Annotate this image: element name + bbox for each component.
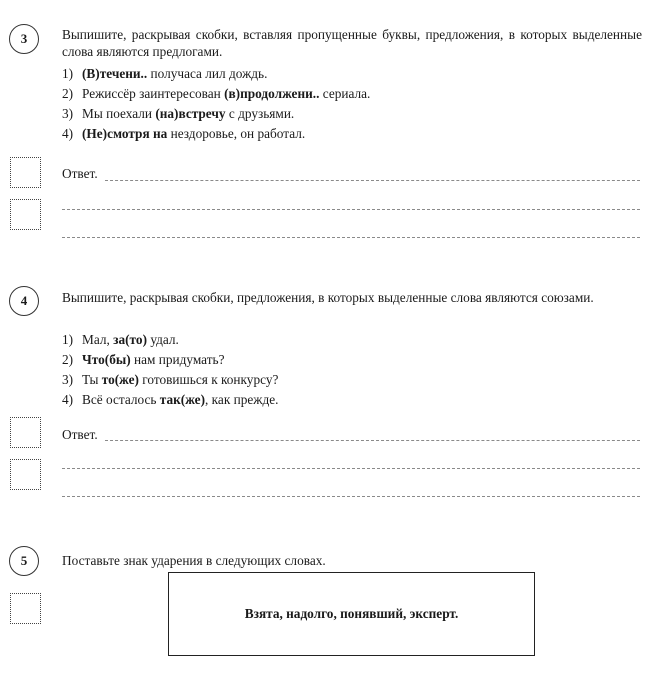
option-text: удал. xyxy=(147,332,179,347)
option-item xyxy=(62,84,370,104)
answer-line[interactable] xyxy=(62,237,640,238)
answer-line[interactable] xyxy=(105,180,640,181)
option-number: 3) xyxy=(62,106,74,121)
highlighted-word: то(же) xyxy=(101,372,139,387)
option-text: получаса лил дождь. xyxy=(147,66,268,81)
option-item xyxy=(62,104,370,124)
option-text: готовишься к конкурсу? xyxy=(138,372,279,387)
task-prompt: Выпишите, раскрывая скобки, предложения, в которых выделенные слова являются союзами. xyxy=(62,290,594,305)
option-item xyxy=(62,390,278,410)
score-box[interactable] xyxy=(10,157,41,188)
option-item xyxy=(62,64,370,84)
option-text: , как прежде. xyxy=(205,392,279,407)
score-box[interactable] xyxy=(10,593,41,624)
highlighted-word: Что(бы) xyxy=(82,352,131,367)
option-item xyxy=(62,124,370,144)
option-text: Всё осталось xyxy=(82,392,160,407)
task-options-list xyxy=(62,64,370,144)
option-item xyxy=(62,350,278,370)
answer-line[interactable] xyxy=(62,468,640,469)
task-number-badge: 3 xyxy=(9,24,39,54)
score-box[interactable] xyxy=(10,199,41,230)
answer-label: Ответ. xyxy=(62,166,98,181)
answer-line[interactable] xyxy=(62,209,640,210)
option-text: Мал, xyxy=(82,332,114,347)
highlighted-word: (в)продолжени.. xyxy=(224,86,320,101)
option-number: 1) xyxy=(62,332,74,347)
option-text: сериала. xyxy=(319,86,371,101)
answer-line[interactable] xyxy=(62,496,640,497)
option-number: 3) xyxy=(62,372,74,387)
option-text: нездоровье, он работал. xyxy=(167,126,306,141)
words-text: Взята, надолго, понявший, эксперт. xyxy=(244,606,459,621)
option-number: 4) xyxy=(62,126,74,141)
option-text: нам придумать? xyxy=(130,352,225,367)
option-text: Мы поехали xyxy=(82,106,156,121)
answer-line[interactable] xyxy=(105,440,640,441)
option-number: 4) xyxy=(62,392,74,407)
answer-label: Ответ. xyxy=(62,427,98,442)
task-prompt: Поставьте знак ударения в следующих словах. xyxy=(62,553,326,568)
words-box xyxy=(168,572,535,656)
task-number-badge: 5 xyxy=(9,546,39,576)
highlighted-word: так(же) xyxy=(159,392,206,407)
option-number: 1) xyxy=(62,66,74,81)
highlighted-word: (на)встречу xyxy=(155,106,226,121)
option-item xyxy=(62,330,278,350)
score-box[interactable] xyxy=(10,459,41,490)
score-box[interactable] xyxy=(10,417,41,448)
highlighted-word: (Не)смотря на xyxy=(82,126,168,141)
task-options-list xyxy=(62,330,278,410)
option-number: 2) xyxy=(62,352,74,367)
option-number: 2) xyxy=(62,86,74,101)
option-item xyxy=(62,370,278,390)
task-number-badge: 4 xyxy=(9,286,39,316)
option-text: с друзьями. xyxy=(225,106,295,121)
option-text: Режиссёр заинтересован xyxy=(82,86,225,101)
highlighted-word: за(то) xyxy=(113,332,147,347)
highlighted-word: (В)течени.. xyxy=(82,66,148,81)
option-text: Ты xyxy=(82,372,102,387)
task-prompt: Выпишите, раскрывая скобки, вставляя пропущенные буквы, предложения, в которых выделенные слова являются предлогами. xyxy=(62,27,642,59)
